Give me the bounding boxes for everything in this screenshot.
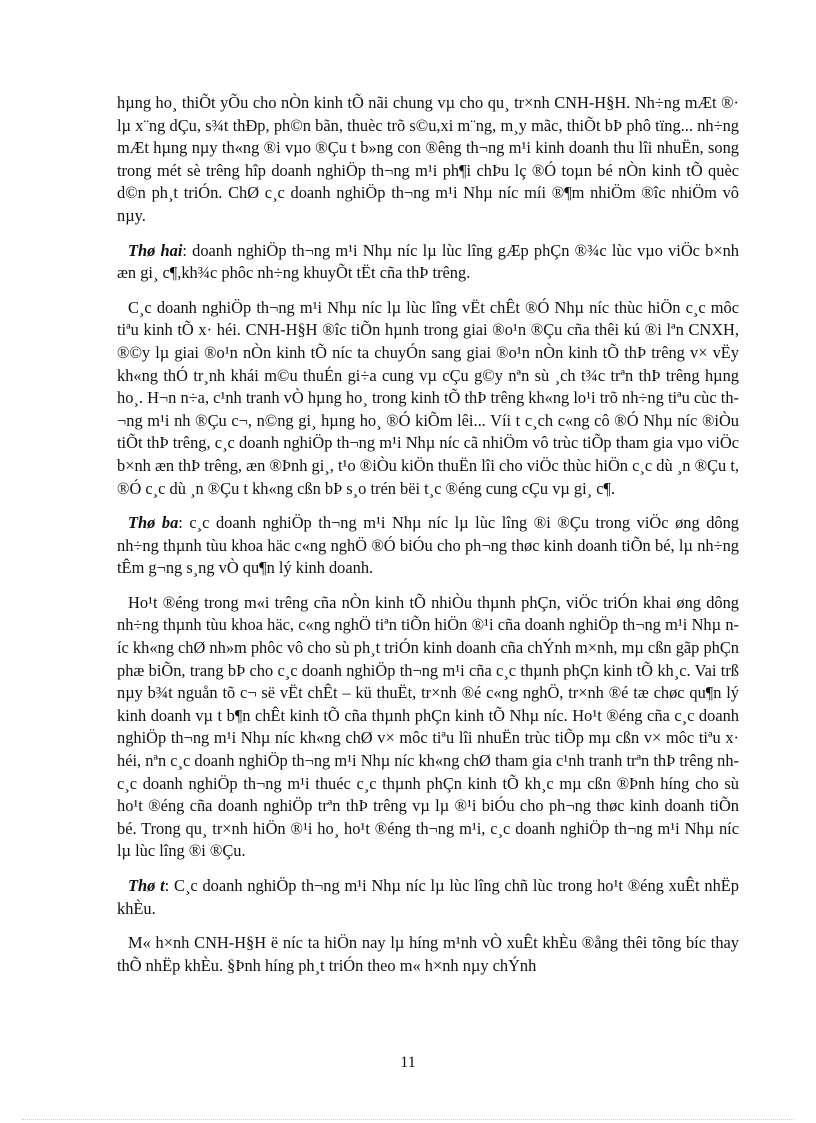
paragraph	[117, 240, 739, 285]
page-bottom-rule	[22, 1119, 794, 1120]
paragraph	[117, 932, 739, 977]
paragraph	[117, 92, 739, 228]
page-number: 11	[400, 1054, 416, 1071]
paragraph-lead: Thø hai	[128, 240, 183, 260]
paragraph-text: : c¸c doanh nghiÖp th¬ng m¹i Nhµ níc lµ lùc lîng ®i ®Çu trong viÖc øng dông nh÷ng thµnh tùu khoa häc c«ng nghÖ ®Ó biÓu cho ph¬ng thøc kinh doanh tiÕn bé, lµ nh÷ng tÊm g¬ng s¸ng vÒ qu¶n lý kinh doanh.	[117, 513, 740, 578]
paragraph-lead: Thø ba	[128, 513, 179, 533]
body-text	[117, 92, 739, 989]
paragraph-text: hµng ho¸ thiÕt yÕu cho nÒn kinh tÕ nãi chung vµ cho qu¸ tr×nh CNH-H§H. Nh÷ng mÆt ®· lµ x¨ng dÇu, s¾t thÐp, ph©n bãn, thuèc trõ s©u,xi m¨ng, m¸y mãc, thiÕt bÞ phô tïng... nh÷ng mÆt hµng nµy th«ng ®i vµo ®Çu t b»ng con ®êng th¬ng m¹i kinh doanh thu lîi nhuËn, song trong mét sè trêng hîp doanh nghiÖp th¬ng m¹i ph¶i chÞu lç ®Ó toµn bé nÒn kinh tÕ quèc d©n ph¸t triÓn. ChØ c¸c doanh nghiÖp th¬ng m¹i Nhµ níc míi ®¶m nhiÖm ®îc nhiÖm vô nµy.	[117, 93, 739, 225]
paragraph	[117, 592, 739, 863]
paragraph-text: M« h×nh CNH-H§H ë níc ta hiÖn nay lµ híng m¹nh vÒ xuÊt khÈu ®ång thêi tõng bíc thay thÕ nhËp khÈu. §Þnh híng ph¸t triÓn theo m« h×nh nµy chÝnh	[117, 933, 739, 975]
paragraph-text: : doanh nghiÖp th¬ng m¹i Nhµ níc lµ lùc lîng gÆp phÇn ®¾c lùc vµo viÖc b×nh æn gi¸ c¶,kh¾c phôc nh÷ng khuyÕt tËt cña thÞ trêng.	[117, 240, 739, 283]
paragraph-text: Ho¹t ®éng trong m«i trêng cña nÒn kinh tÕ nhiÒu thµnh phÇn, viÖc triÓn khai øng dông nh÷ng thµnh tùu khoa häc, c«ng nghÖ tiªn tiÕn hiÖn ®¹i cña doanh nghiÖp th¬ng m¹i Nhµ níc kh«ng chØ nh»m phôc vô cho sù ph¸t triÓn kinh doanh cña chÝnh m×nh, mµ cßn gãp phÇn phæ biÕn, trang bÞ cho c¸c doanh nghiÖp th¬ng m¹i cña c¸c thµnh phÇn kinh tÕ kh¸c. Vai trß nµy b¾t nguån tõ c¬ së vËt chÊt – kü thuËt, tr×nh ®é c«ng nghÖ, tr×nh ®é tæ chøc qu¶n lý kinh doanh vµ t b¶n chÊt kinh tÕ cña thµnh phÇn kinh tÕ Nhµ níc. Ho¹t ®éng cña c¸c doanh nghiÖp th¬ng m¹i Nhµ níc kh«ng chØ v× môc tiªu lîi nhuËn trùc tiÕp mµ cßn v× môc tiªu x· héi, nªn c¸c doanh nghiÖp th¬ng m¹i Nhµ níc kh«ng chØ tham gia c¹nh tranh trªn thÞ trêng nh c¸c doanh nghiÖp th¬ng m¹i thuéc c¸c thµnh phÇn kinh tÕ kh¸c mµ cßn ®Þnh híng cho sù ho¹t ®éng cña doanh nghiÖp trªn thÞ trêng vµ lµ ®¹i biÓu cho ph¬ng thøc kinh doanh tiÕn bé. Trong qu¸ tr×nh hiÖn ®¹i ho¸ ho¹t ®éng th¬ng m¹i, c¸c doanh nghiÖp th¬ng m¹i Nhµ níc lµ lùc lîng ®i ®Çu.	[117, 592, 739, 861]
paragraph-text: : C¸c doanh nghiÖp th¬ng m¹i Nhµ níc lµ lùc lîng chñ lùc trong ho¹t ®éng xuÊt nhËp khÈu.	[117, 876, 739, 918]
paragraph	[117, 875, 739, 920]
paragraph	[117, 512, 739, 580]
paragraph-lead: Thø t	[128, 876, 165, 895]
paragraph-text: C¸c doanh nghiÖp th¬ng m¹i Nhµ níc lµ lùc lîng vËt chÊt ®Ó Nhµ níc thùc hiÖn c¸c môc tiªu kinh tÕ x· héi. CNH-H§H ®îc tiÕn hµnh trong giai ®o¹n ®Çu cña thêi kú ®i lªn CNXH, ®©y lµ giai ®o¹n nÒn kinh tÕ níc ta chuyÓn sang giai ®o¹n nÒn kinh tÕ thÞ trêng v× vËy kh«ng thÓ tr¸nh khái m©u thuÉn gi÷a cung vµ cÇu g©y nªn sù ¸ch t¾c trªn thÞ trêng hµng ho¸. H¬n n÷a, c¹nh tranh vÒ hµng ho¸ trong kinh tÕ thÞ trêng kh«ng lo¹i trõ nh÷ng tiªu cùc th¬ng m¹i nh ®Çu c¬, n©ng gi¸ hµng ho¸ ®Ó kiÕm lêi... Víi t c¸ch c«ng cô ®Ó Nhµ níc ®iÒu tiÕt thÞ trêng, c¸c doanh nghiÖp th¬ng m¹i Nhµ níc cã nhiÖm vô trùc tiÕp tham gia vµo viÖc b×nh æn thÞ trêng, æn ®Þnh gi¸, t¹o ®iÒu kiÖn thuËn lîi cho viÖc thùc hiÖn c¸c dù ¸n ®Çu t, ®Ó c¸c dù ¸n ®Çu t kh«ng cßn bÞ s¸o trén bëi t¸c ®éng cung cÇu vµ gi¸ c¶.	[117, 297, 739, 498]
paragraph	[117, 297, 739, 500]
